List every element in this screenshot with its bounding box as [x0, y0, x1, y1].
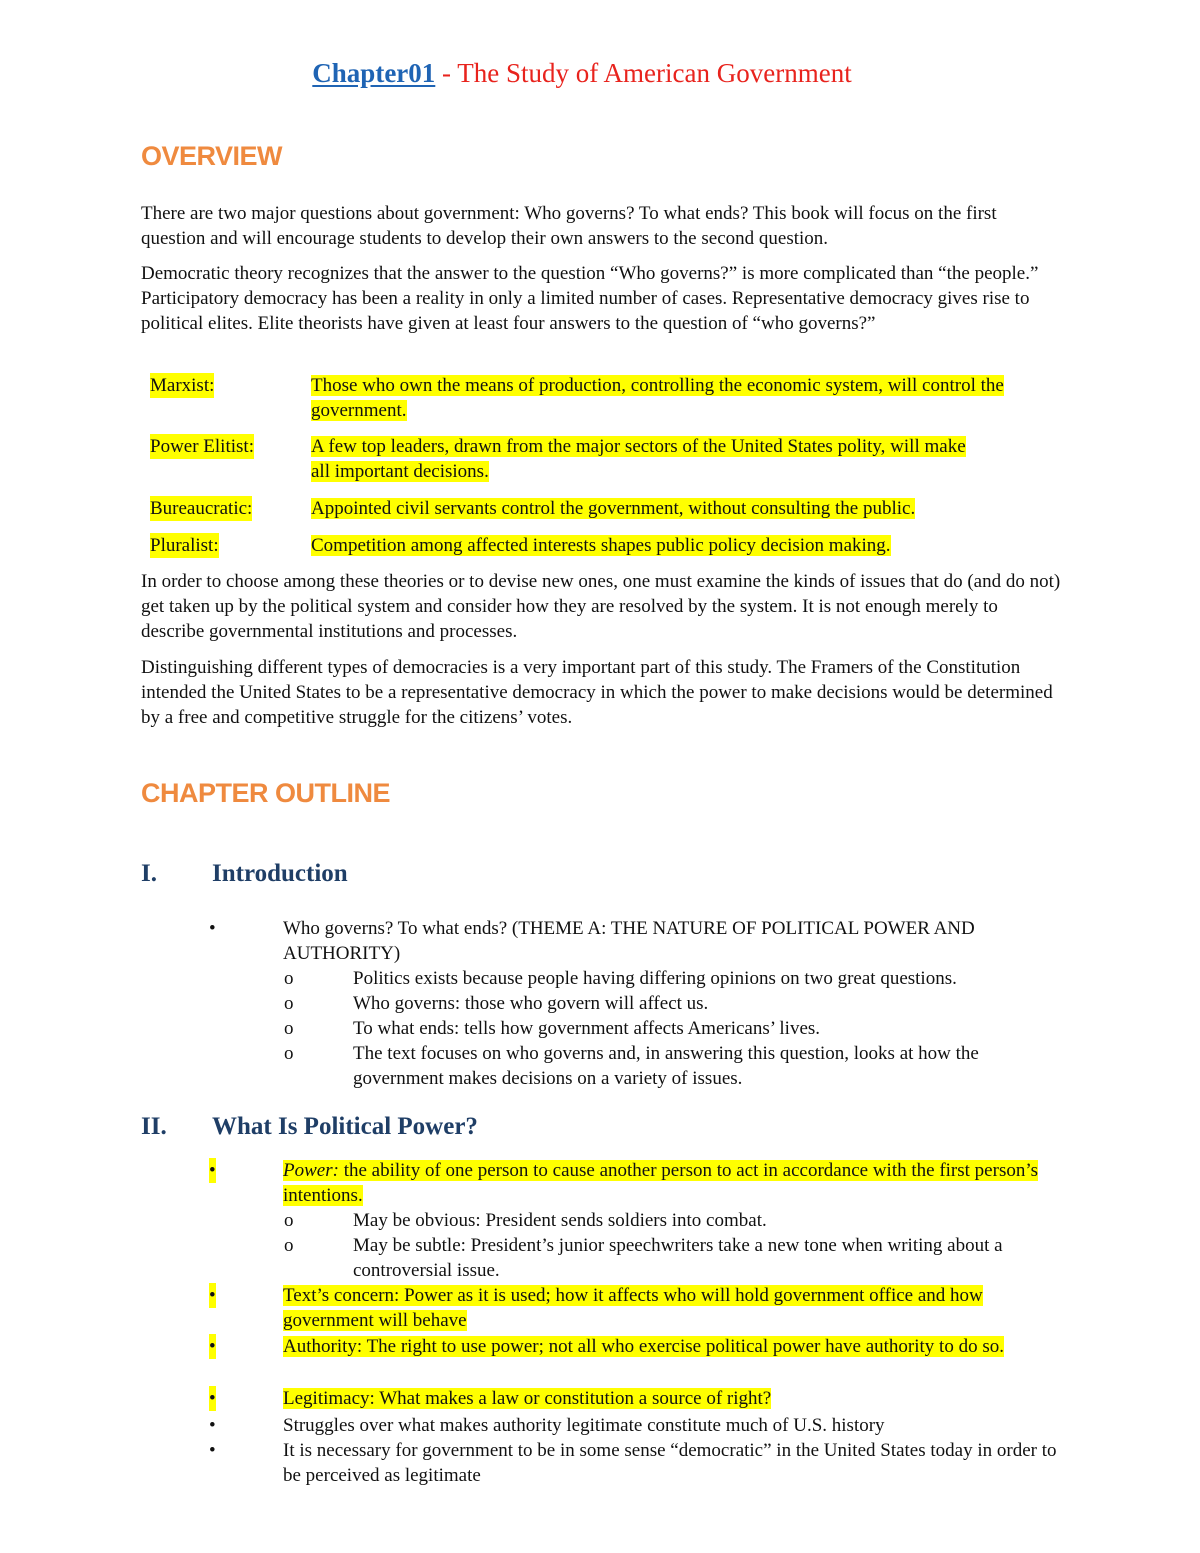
chapter-title: [0, 58, 1164, 89]
theory-term: Power Elitist:: [150, 436, 254, 457]
sub-list-item: o To what ends: tells how government affects Americans’ lives.: [284, 1018, 821, 1039]
section-title: What Is Political Power?: [212, 1113, 478, 1140]
theory-definition: Appointed civil servants control the government, without consulting the public.: [311, 498, 916, 519]
section-numeral: I.: [141, 860, 157, 887]
list-item-power: [209, 1158, 1059, 1208]
list-item: • Legitimacy: What makes a law or constitution a source of right?: [209, 1388, 772, 1409]
overview-paragraph-4: Distinguishing different types of democracies is a very important part of this study. The Framers of the Constitution intended the United States to be a representative democracy in which the power to make decisions would be determined by a free and competitive struggle for the citizens’ votes.: [141, 657, 1053, 728]
theory-definition: A few top leaders, drawn from the major sectors of the United States polity, will make all important decisions.: [311, 436, 966, 482]
bullet-marker: •: [209, 918, 216, 939]
sub-list-item: o Who governs: those who govern will affect us.: [284, 993, 709, 1014]
sub-list-item: o Politics exists because people having differing opinions on two great questions.: [284, 968, 957, 989]
overview-paragraph-1: There are two major questions about government: Who governs? To what ends? This book will focus on the first question and will encourage students to develop their own answers to the second question.: [141, 203, 997, 249]
overview-paragraph-3: In order to choose among these theories or to devise new ones, one must examine the kinds of issues that do (and do not) get taken up by the political system and consider how they are resolved by the system. It is not enough merely to describe governmental institutions and processes.: [141, 571, 1061, 642]
sub-list-item: o The text focuses on who governs and, in answering this question, looks at how the government makes decisions on a variety of issues.: [284, 1043, 979, 1089]
sub-bullet-marker: o: [284, 968, 294, 989]
list-item: • Who governs? To what ends? (THEME A: THE NATURE OF POLITICAL POWER AND AUTHORITY): [209, 918, 975, 964]
bullet-marker: •: [209, 1440, 216, 1461]
theory-definition: Competition among affected interests shapes public policy decision making.: [311, 535, 891, 556]
sub-bullet-marker: o: [284, 1235, 294, 1256]
list-item: • Authority: The right to use power; not all who exercise political power have authority to do so.: [209, 1336, 1004, 1357]
sub-list-item: o May be obvious: President sends soldiers into combat.: [284, 1210, 767, 1231]
section-numeral: II.: [141, 1113, 167, 1140]
bullet-marker: •: [209, 1388, 216, 1409]
chapter-title-text: - The Study of American Government: [435, 58, 852, 88]
list-item: • Struggles over what makes authority legitimate constitute much of U.S. history: [209, 1415, 885, 1436]
sub-bullet-marker: o: [284, 993, 294, 1014]
sub-bullet-marker: o: [284, 1043, 294, 1064]
overview-paragraph-2: Democratic theory recognizes that the answer to the question “Who governs?” is more complicated than “the people.” Participatory democracy has been a reality in only a limited number of cases. Representative democracy gives rise to political elites. Elite theorists have given at least four answers to the question of “who governs?”: [141, 263, 1039, 334]
power-definition: the ability of one person to cause another person to act in accordance with the first person’s intentions.: [283, 1160, 1039, 1206]
bullet-marker: •: [209, 1160, 216, 1181]
theory-term: Bureaucratic:: [150, 498, 253, 519]
chapter-link[interactable]: Chapter01: [312, 58, 436, 88]
power-term: Power:: [283, 1160, 339, 1181]
bullet-marker: •: [209, 1336, 216, 1357]
bullet-marker: •: [209, 1285, 216, 1306]
sub-bullet-marker: o: [284, 1018, 294, 1039]
section-title: Introduction: [212, 860, 348, 887]
theory-term: Pluralist:: [150, 535, 219, 556]
list-item: • Text’s concern: Power as it is used; how it affects who will hold government office and how government will behave: [209, 1285, 983, 1331]
theory-definition: Those who own the means of production, controlling the economic system, will control the government.: [311, 375, 1004, 421]
chapter-outline-heading: CHAPTER OUTLINE: [141, 778, 390, 808]
overview-heading: OVERVIEW: [141, 141, 283, 171]
theory-term: Marxist:: [150, 375, 215, 396]
list-item: • It is necessary for government to be in some sense “democratic” in the United States today in order to be perceived as legitimate: [209, 1440, 1057, 1486]
sub-bullet-marker: o: [284, 1210, 294, 1231]
bullet-marker: •: [209, 1415, 216, 1436]
sub-list-item: o May be subtle: President’s junior speechwriters take a new tone when writing about a controversial issue.: [284, 1235, 1003, 1281]
